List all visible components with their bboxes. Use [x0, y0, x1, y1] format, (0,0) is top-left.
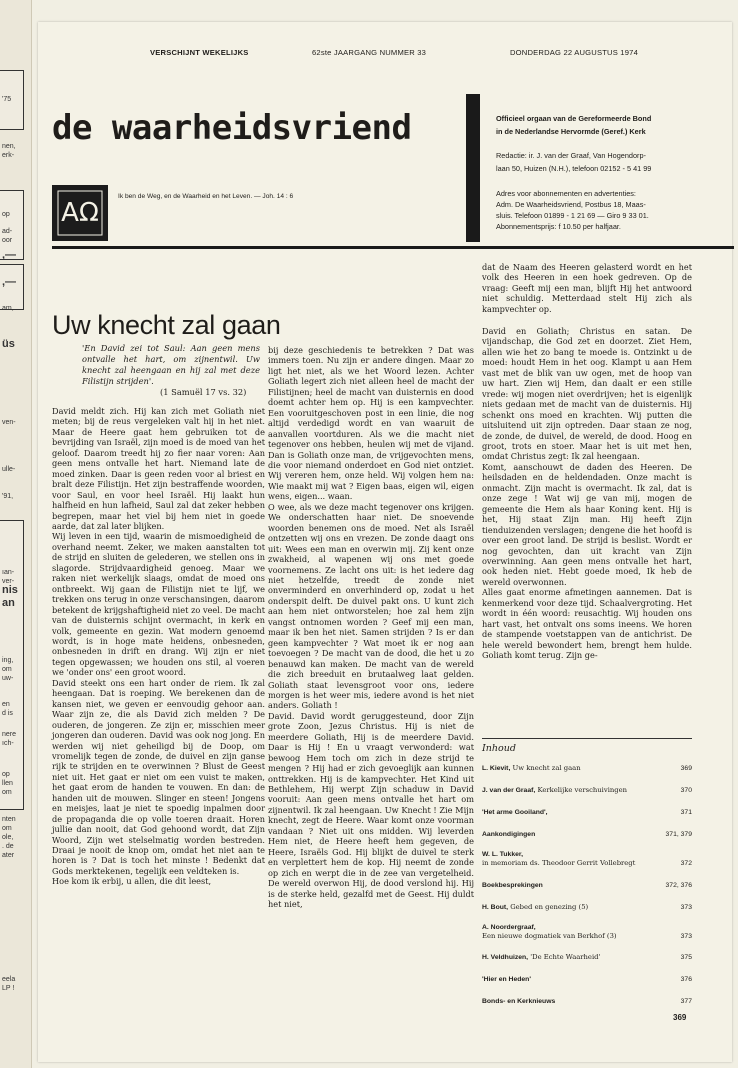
edge-fragment: am, [2, 305, 14, 312]
admin-line: Adres voor abonnementen en advertenties: [496, 189, 636, 198]
paragraph: David steekt ons een hart onder de riem. Ik zal heengaan. Dat is roeping. We berekenen dan de kansen niet, we geven er eenvoudig gehoor aan. Waar zijn ze, die als David zich melden ? De ouderen, de jongeren. Ze zijn er, misschien meer jongeren dan ouderen. David was ook nog jong. En werden wij niet geheiligd bij de Doop, om vromelijk tegen de zonde, de duivel en zijn ganse rijk te strijden en te overwinnen ? Blust de Geest niet uit. Het gaat er niet om een vuist te maken, het gaat erom de handen te vouwen. En dan: de handen uit de mouwen. Slinger en steen! Jongens en meisjes, laat je niet te spoedig inpalmen door de propaganda die op volle toeren draait. Horen jullie dan nooit, dat God gehoond wordt, dat Zijn Woord, Zijn wet stelselmatig worden bestreden. Draai je nooit de knop om, omdat het niet aan te horen is ? Dat is toch het minste ! Bedenkt dat Gods merktekenen, tegelijk een veldteken is. [52, 677, 265, 876]
edge-fragment: ıan- ver- [2, 569, 15, 585]
edge-fragment: eela LP ! [2, 976, 16, 992]
toc-page: 372 [680, 860, 692, 867]
masthead-rule [52, 246, 734, 249]
motto: Ik ben de Weg, en de Waarheid en het Leven. — Joh. 14 : 6 [118, 193, 294, 200]
edge-fragment: nis an [2, 584, 18, 609]
edge-fragment: nen, erk- [2, 143, 16, 159]
toc-text: 'De Echte Waarheid' [530, 953, 601, 961]
toc-author: J. van der Graaf, [482, 787, 536, 794]
toc-page: 371, 379 [665, 831, 692, 838]
alpha-omega-emblem [52, 185, 108, 241]
article-column-3-top [482, 262, 692, 314]
epigraph-reference: (1 Samuël 17 vs. 32) [160, 387, 247, 397]
edge-fragment: ad- oor [2, 228, 13, 244]
edge-fragment: üs [2, 338, 15, 350]
paragraph: O wee, als we deze macht tegenover ons krijgen. We onderschatten haar niet. De snoevende woorden benemen ons de moed. Net als Israël ontzetten wij ons en vrezen. De zonde daagt ons uit: Wees een man en overwin mij. Zij kent onze zwakheid, al wapenen wij ons met goede voornemens. Ze lacht ons uit: is het iedere dag niet hetzelfde, treedt de zonde niet onverminderd en onverhinderd op, zodat u het onderspit delft. De duivel pakt ons. U kunt zich aan hem niet ontworstelen; hoe zal hem zijn vangst ontnomen worden ? Geef mij een man, maar ik ben het niet. Samen strijden ? Is er dan geen kampvechter ? Wat moet ik er nog aan toevoegen ? De macht van de dood, die het u zo benauwd kan maken. De macht van de wereld die zich breeduit en brutaalweg laat gelden. Goliath staat levensgroot voor ons, iedere morgen is het weer mis, iedere avond is het niet anders. Goliath ! [268, 501, 474, 711]
frequency-line: VERSCHIJNT WEKELIJKS [150, 48, 249, 57]
toc-title: Inhoud [482, 743, 516, 754]
paragraph: Wij leven in een tijd, waarin de mismoedigheid de overhand neemt. Zeker, we maken aanstalten tot de strijd en sluiten de gelederen, we stellen ons in slagorde. Strijdvaardigheid genoeg. Maar we raken niet werkelijk slaags, omdat de moed ons ontbreekt. Wij gaan de Filistijn niet te lijf, we trekken ons terug in onze verschansingen, daarom betekent de krijgshaftigheid niet zo veel. De macht van de duisternis schijnt overmacht, in kerk en volk, gemeente en gezin. Wat modern genoemd wordt, is in hoge mate heidens, onbesneden, onbesneden in drift en drang. Wij zijn er niet tegen opgewassen; we houden ons stil, al voeren we 'onder ons' een groot woord. [52, 531, 265, 678]
toc-author: L. Kievit, [482, 765, 511, 772]
edge-fragment: ,— [2, 249, 17, 261]
article-title: Uw knecht zal gaan [52, 310, 281, 340]
toc-author: 'Hier en Heden' [482, 976, 531, 983]
volume-line: 62ste JAARGANG NUMMER 33 [312, 48, 427, 57]
edge-fragment: nten om ole, . de ater [2, 816, 16, 859]
toc-page: 375 [680, 954, 692, 961]
epigraph: 'En David zei tot Saul: Aan geen mens ontvalle het hart, om zijnentwil. Uw knecht zal heengaan en hij zal met deze Filistijn strijden'. [82, 343, 260, 386]
paragraph: dat de Naam des Heeren gelasterd wordt en het volk des Heeren in een hoek gedreven. Op de vraag: Geeft mij een man, blijft Hij het antwoord niet schuldig. Metterdaad stelt Hij zich als kampvechter op. [482, 262, 692, 314]
edge-fragment: ulle- [2, 466, 16, 473]
paragraph: Alles gaat enorme afmetingen aannemen. Dat is kenmerkend voor deze tijd. Schaalvergroting. Het wordt in één woord: reusachtig. Wij houden ons hart vast, het ontvalt ons soms ineens. We horen de stampende voetstappen van de antichrist. De hele wereld bewondert hem, brengt hem hulde. Goliath komt terug. Zijn ge- [482, 587, 692, 661]
article-column-3 [482, 326, 692, 661]
masthead-divider [466, 94, 480, 242]
toc-author: W. L. Tukker, [482, 851, 524, 858]
paragraph: bij deze geschiedenis te betrekken ? Dat was immers toen. Nu zijn er andere dingen. Maar zo ligt het niet, als we het Woord lezen. Achter Goliath legert zich niet alleen heel de macht der Filistijnen; heel de macht van duisternis en dood doemt achter hem op. Hij is een kampvechter. Een vooruitgeschoven post in een linie, die nog altijd verdedigd wordt en van waaruit de aanvallen voortduren. Als we die macht niet tegenover ons hebben, heulen wij met de vijand. Dan is Goliath onze man, de vrijgevochten mens, die voor niemand onderdoet en God niet ontziet. Wij vereren hem, onze held. Wij volgen hem na: Wie maakt mij wat ? Eigen baas, eigen wil, eigen wens, eigen... waan. [268, 345, 474, 502]
toc-text: Een nieuwe dogmatiek van Berkhof (3) [482, 932, 617, 940]
toc-author: Boekbesprekingen [482, 882, 543, 889]
toc-text: Uw knecht zal gaan [512, 764, 581, 772]
paragraph: David. David wordt geruggesteund, door Zijn grote Zoon, Jezus Christus. Hij is niet de meerdere Goliath, Hij is de meerdere David. Daar is Hij ! En u vraagt verwonderd: wat bewoog Hem toch om zich in deze strijd te mengen ? Hij had er zich gevoeglijk aan kunnen onttrekken. Hij is de kampvechter. Het Kind uit Bethlehem, Hij werpt Zijn schaduw in David vooruit: Aan geen mens ontvalle het hart om zijnentwil. Ik zal heengaan. Uw Knecht ! Zie Mijn knecht, zegt de Heere. Waar komt onze voorman vandaan ? Niet uit ons midden. Wij leverden Hem niet, de Heere heeft hem gegeven, de Heere, Israëls God. Hij blijkt de duivel te sterk en verplettert hem de kop. Hij neemt de zonde op zich en werpt die in de zee van vergetelheid. De wereld overwon Hij, de dood verslond hij. Hij is de sterke held, gezalfd met de Geest. Hij duldt het niet, [268, 710, 474, 910]
edge-fragment: nere ıch- [2, 731, 17, 747]
toc-author: H. Bout, [482, 904, 509, 911]
toc-page: 371 [680, 809, 692, 816]
toc-rule [482, 738, 692, 739]
edge-fragment: op [2, 211, 10, 218]
edge-fragment: ven- [2, 419, 16, 426]
edge-fragment: ing, om uw- [2, 657, 14, 682]
toc-page: 369 [680, 765, 692, 772]
toc-page: 370 [680, 787, 692, 794]
editor-line: laan 50, Huizen (N.H.), telefoon 02152 - 5 41 99 [496, 164, 652, 173]
editor-line: Redactie: ir. J. van der Graaf, Van Hogendorp- [496, 151, 646, 160]
toc-author: A. Noordergraaf, [482, 924, 536, 931]
toc-author: 'Het arme Gooiland', [482, 809, 548, 816]
toc-author: Aankondigingen [482, 831, 536, 838]
toc-text: Gebed en genezing (5) [510, 903, 589, 911]
toc-page: 373 [680, 933, 692, 940]
emblem-text: AΩ [61, 198, 99, 228]
paragraph: Hoe kom ik erbij, u allen, die dit leest, [52, 876, 212, 887]
toc-page: 372, 376 [665, 882, 692, 889]
toc-page: 377 [680, 998, 692, 1005]
edge-fragment: ,— [2, 276, 17, 288]
admin-line: sluis. Telefoon 01899 - 1 21 69 — Giro 9 33 01. [496, 211, 649, 220]
paragraph: Komt, aanschouwt de daden des Heeren. De heilsdaden en de heldendaden. Onze macht is onmacht. Zijn macht is overmacht. Ik zal, dat is onze zege ! Wat wij ge van mij, mogen de gemeente die Hem als haar Koning kent. Hij is het, Hij staat Zijn man. Hij heeft Zijn tienduizenden verslagen; dengene die het hoofd is over een groot land. De strijd is beslist. Wordt er nog gevochten, dan uit kracht van Zijn overwinning. Aan geen mens ontvalle het hart, ook heden niet. Hebt goede moed, Ik heb de wereld overwonnen. [482, 461, 692, 587]
toc-author: H. Veldhuizen, [482, 954, 529, 961]
toc-text: Kerkelijke verschuivingen [537, 786, 627, 794]
org-line: Officieel orgaan van de Gereformeerde Bond [496, 114, 652, 123]
article-column-1 [52, 406, 265, 887]
toc-page: 373 [680, 904, 692, 911]
toc-author: Bonds- en Kerknieuws [482, 998, 556, 1005]
masthead-logo: de waarheidsvriend [52, 108, 412, 148]
paragraph: David meldt zich. Hij kan zich met Goliath niet meten; bij de reus vergeleken valt hij in het niet. Maar de Heere gaat hem gebruiken tot de bevrijding van Israël, zijn moed is de moed van het geloof. Daarom treedt hij zo fier naar voren: Aan geen mens ontvalle het hart. Niemand late de moed zinken. Daar is geen reden voor al briest en bralt deze Filistijn. Het zijn bestraffende woorden, voor Saul, en voor heel Israël. Hij laakt hun halfheid en hun lafheid, Saul zal dat zeker hebben begrepen, maar het viel bij hem niet in goede aarde, dat zal later blijken. [52, 406, 265, 531]
previous-page-edge [0, 0, 32, 1068]
edge-fragment: op llen om [2, 771, 13, 796]
edge-fragment: '75 [2, 96, 12, 103]
admin-line: Adm. De Waarheidsvriend, Postbus 18, Maas- [496, 200, 646, 209]
toc-text: in memoriam ds. Theodoor Gerrit Vollebregt [482, 859, 636, 867]
org-line: in de Nederlandse Hervormde (Geref.) Kerk [496, 127, 646, 136]
edge-fragment: '91, [2, 493, 14, 500]
admin-line: Abonnementsprijs: f 10.50 per halfjaar. [496, 222, 621, 231]
article-column-2 [268, 345, 474, 909]
date-line: DONDERDAG 22 AUGUSTUS 1974 [510, 48, 639, 57]
paragraph: David en Goliath; Christus en satan. De vijandschap, die God zet en doorzet. Ziet Hem, allen wie het zo bang te moede is. Ontzinkt u de moed: houdt Hem in het oog. Klampt u aan Hem vast met de blik van uw ogen, met de hoop van uw hart. Zien wij Hem, dan daalt er een stille vrede: wij mogen niet overdrijven; het is eigenlijk niets gedaan met de macht van de duisternis. Hij schenkt ons moed en krachten. Wij putten die uitsluitend uit zijn optreden. Daar staan ze nog, de zonde, de duivel, de wereld, de dood. Hoog en groot, trots en stoer. Maar het is uit met hen, omdat Christus zegt: Ik zal heengaan. [482, 326, 692, 462]
edge-fragment: en d is [2, 701, 13, 717]
toc-page: 376 [680, 976, 692, 983]
page-number: 369 [673, 1013, 687, 1022]
